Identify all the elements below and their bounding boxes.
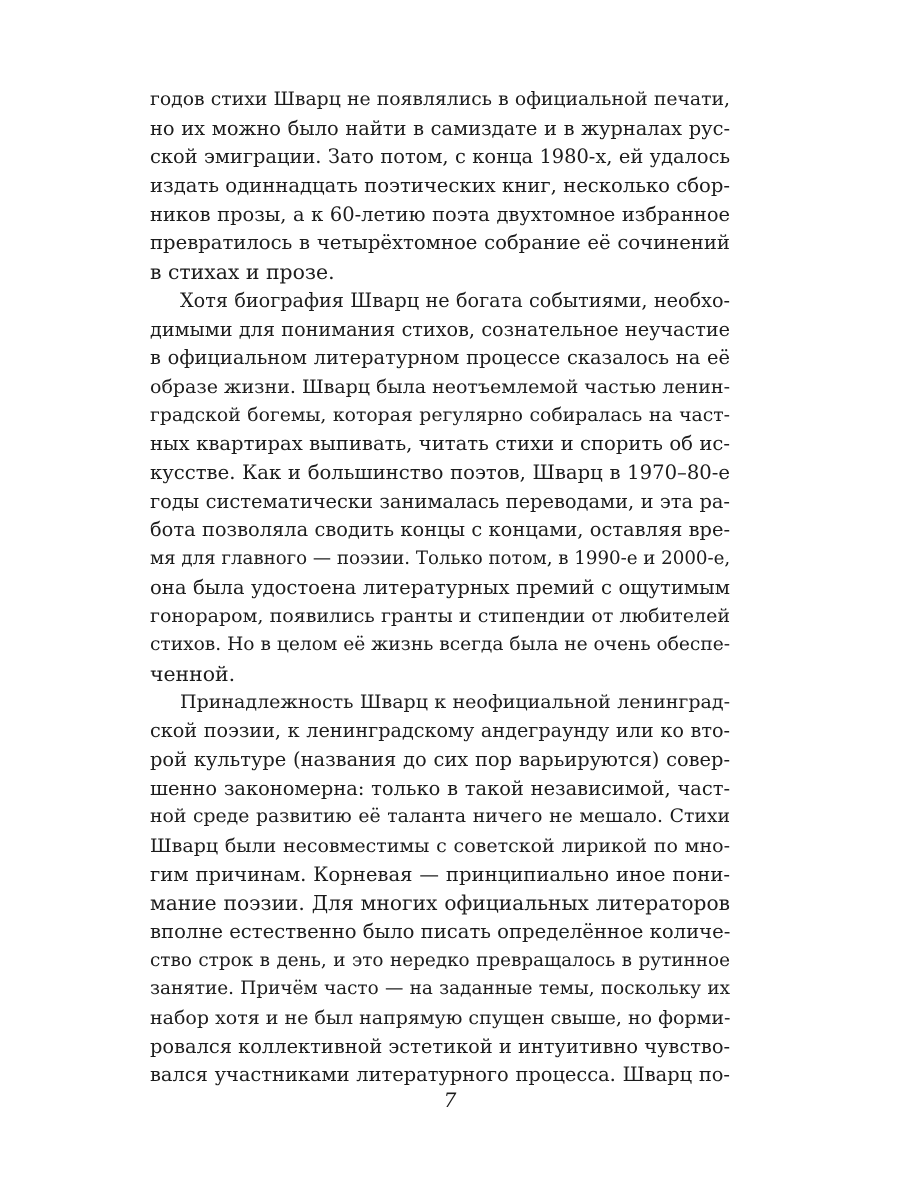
text-line: кусстве. Как и большинство поэтов, Шварц в 1970–80-е [150,460,730,484]
body-text [150,86,730,1090]
text-line: образе жизни. Шварц была неотъемлемой частью ленин- [150,375,730,398]
text-line: ной среде развитию её таланта ничего не мешало. Стихи [150,806,730,828]
text-line: рой культуре (названия до сих пор варьируются) совер- [150,747,730,771]
text-line: Принадлежность Шварц к неофициальной ленинград- [180,691,730,714]
text-line: вполне естественно было писать определённое количе- [150,919,730,943]
text-line: издать одиннадцать поэтических книг, несколько сбор- [150,174,730,198]
text-line: ченной. [150,661,236,686]
text-line: градской богемы, которая регулярно собиралась на част- [150,404,730,426]
text-line: вался участниками литературного процесса. Шварц по- [150,1063,730,1087]
text-line: ников прозы, а к 60-летию поэта двухтомное избранное [150,202,730,226]
text-line: набор хотя и не был напрямую спущен свыше, но форми- [150,1007,730,1029]
page-number: 7 [443,1088,457,1112]
paragraph-3 [150,688,730,1090]
text-line: гонораром, появились гранты и стипендии от любителей [150,605,730,628]
text-line: превратилось в четырёхтомное собрание её сочинений [150,231,730,255]
text-line: в официальном литературном процессе сказалось на её [150,346,730,370]
text-line: мание поэзии. Для многих официальных литераторов [150,891,730,916]
text-line: стихов. Но в целом её жизнь всегда была не очень обеспе- [150,634,730,656]
text-line: в стихах и прозе. [150,260,335,285]
text-line: ской эмиграции. Зато потом, с конца 1980-х, ей удалось [150,145,730,169]
text-line: димыми для понимания стихов, сознательное неучастие [150,317,730,341]
text-line: ных квартирах выпивать, читать стихи и спорить об ис- [150,432,730,456]
paragraph-1 [150,86,730,287]
text-line: мя для главного — поэзии. Только потом, в 1990-е и 2000-е, [150,548,730,569]
text-line: годов стихи Шварц не появлялись в официальной печати, [150,89,730,110]
text-line: шенно закономерна: только в такой независимой, част- [150,776,730,800]
text-line: ство строк в день, и это нередко превращалось в рутинное [150,949,730,971]
text-line: Хотя биография Шварц не богата событиями, необхо- [180,288,730,312]
text-line: ровался коллективной эстетикой и интуитивно чувство- [150,1034,730,1058]
text-line: бота позволяла сводить концы с концами, оставляя вре- [150,518,730,542]
text-line: занятие. Причём часто — на заданные темы, поскольку их [150,978,730,1000]
paragraph-2 [150,287,730,689]
text-line: Шварц были несовместимы с советской лирикой по мно- [150,834,730,857]
text-line: ской поэзии, к ленинградскому андеграунду или ко вто- [150,719,730,743]
text-line: годы систематически занималась переводами, и эта ра- [150,489,730,513]
text-line: она была удостоена литературных премий с ощутимым [150,575,730,599]
text-line: но их можно было найти в самиздате и в журналах рус- [150,116,730,140]
text-line: гим причинам. Корневая — принципиально иное пони- [150,862,730,886]
